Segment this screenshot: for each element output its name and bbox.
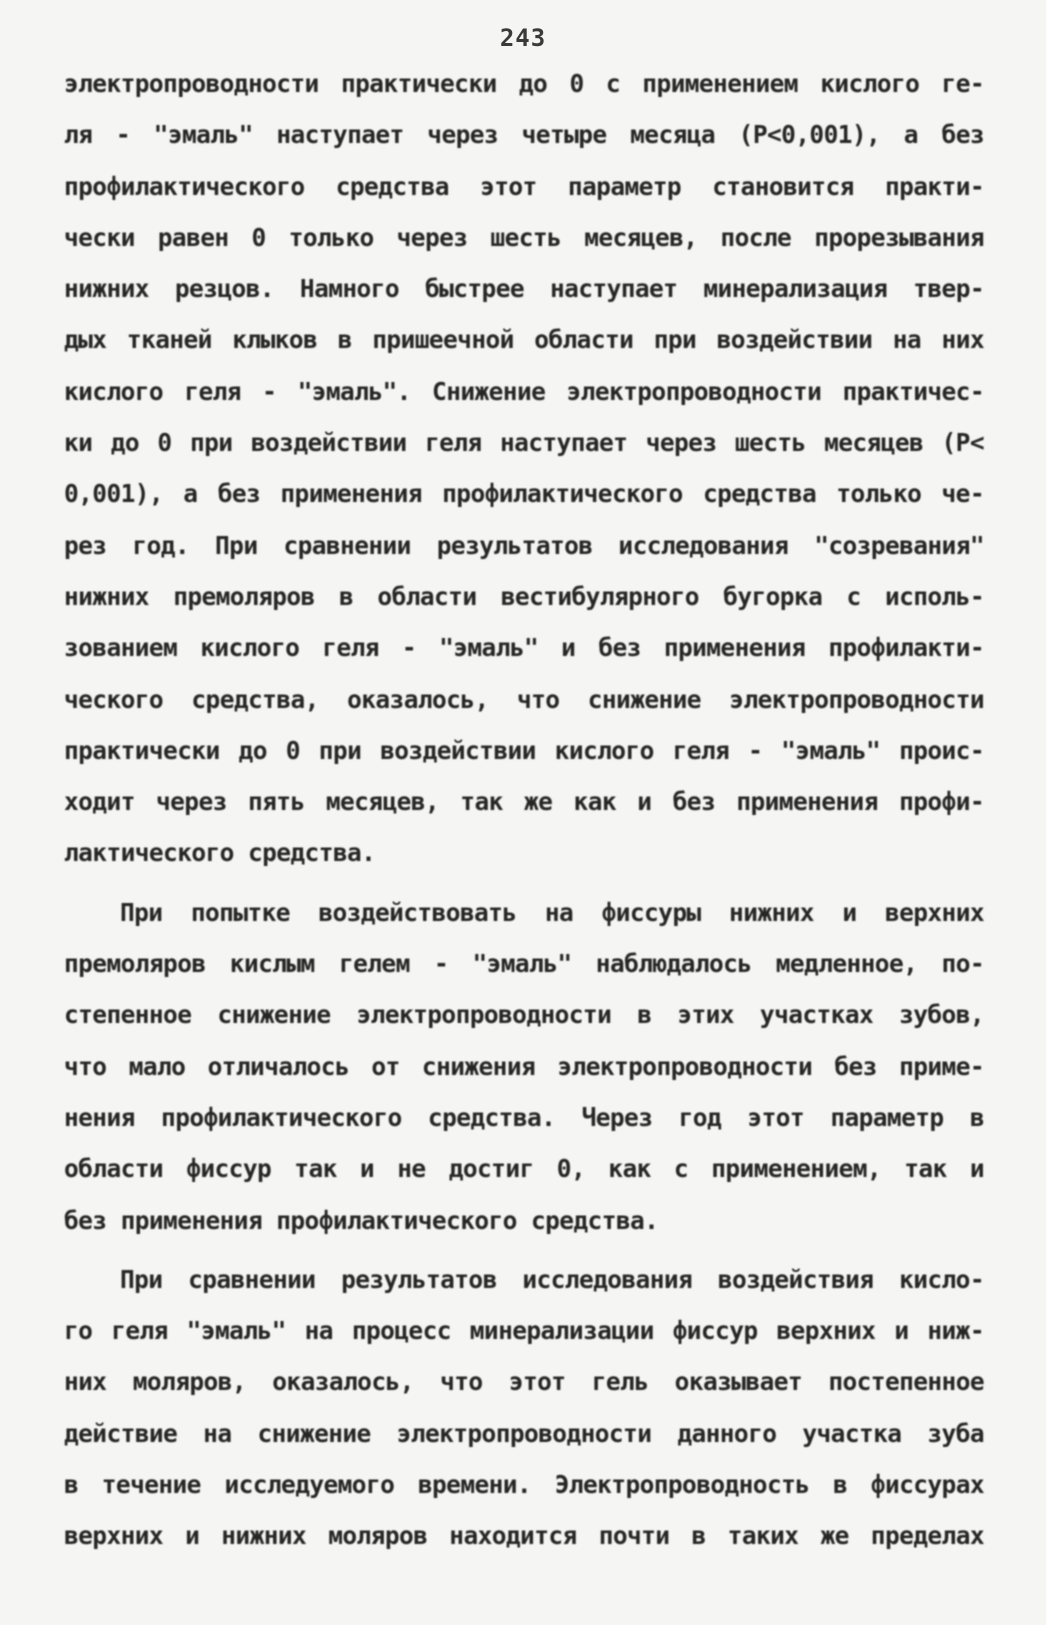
text-line: кислого геля - "эмаль". Снижение электропроводности практичес-: [64, 376, 984, 406]
text-line: дых тканей клыков в пришеечной области при воздействии на них: [64, 325, 984, 355]
paragraph-1: [64, 58, 984, 879]
page-number: 243: [499, 24, 547, 52]
text-line: ки до 0 при воздействии геля наступает через шесть месяцев (P<: [64, 428, 984, 458]
text-line: верхних и нижних моляров находится почти в таких же пределах: [64, 1521, 984, 1551]
text-line: премоляров кислым гелем - "эмаль" наблюдалось медленное, по-: [64, 949, 984, 979]
text-line: ходит через пять месяцев, так же как и без применения профи-: [64, 787, 984, 817]
text-line: ля - "эмаль" наступает через четыре месяца (P<0,001), а без: [64, 120, 984, 150]
text-line: При сравнении результатов исследования воздействия кисло-: [120, 1264, 984, 1294]
text-line: что мало отличалось от снижения электропроводности без приме-: [64, 1051, 984, 1081]
text-line: степенное снижение электропроводности в этих участках зубов,: [64, 1000, 984, 1030]
text-line: действие на снижение электропроводности данного участка зуба: [64, 1418, 984, 1448]
text-line: го геля "эмаль" на процесс минерализации фиссур верхних и ниж-: [64, 1316, 984, 1346]
text-line: без применения профилактического средства.: [64, 1205, 659, 1235]
text-line: 0,001), а без применения профилактического средства только че-: [64, 479, 984, 509]
text-line: них моляров, оказалось, что этот гель оказывает постепенное: [64, 1367, 984, 1397]
text-line: рез год. При сравнении результатов исследования "созревания": [64, 530, 984, 560]
text-line: практически до 0 при воздействии кислого геля - "эмаль" проис-: [64, 735, 984, 765]
text-line: области фиссур так и не достиг 0, как с применением, так и: [64, 1154, 984, 1184]
paragraph-3: [64, 1254, 984, 1562]
text-line: нижних резцов. Намного быстрее наступает минерализация твер-: [64, 274, 984, 304]
text-line: зованием кислого геля - "эмаль" и без применения профилакти-: [64, 633, 984, 663]
text-line: в течение исследуемого времени. Электропроводность в фиссурах: [64, 1470, 984, 1500]
text-line: При попытке воздействовать на фиссуры нижних и верхних: [120, 897, 984, 927]
text-line: лактического средства.: [64, 838, 376, 868]
text-line: нения профилактического средства. Через год этот параметр в: [64, 1102, 984, 1132]
text-line: ческого средства, оказалось, что снижение электропроводности: [64, 684, 984, 714]
text-line: электропроводности практически до 0 с применением кислого ге-: [64, 69, 984, 98]
body-text: [64, 58, 984, 1562]
text-line: нижних премоляров в области вестибулярного бугорка с исполь-: [64, 581, 984, 611]
text-line: профилактического средства этот параметр становится практи-: [64, 171, 984, 201]
text-line: чески равен 0 только через шесть месяцев, после прорезывания: [64, 222, 984, 252]
paragraph-2: [64, 887, 984, 1246]
